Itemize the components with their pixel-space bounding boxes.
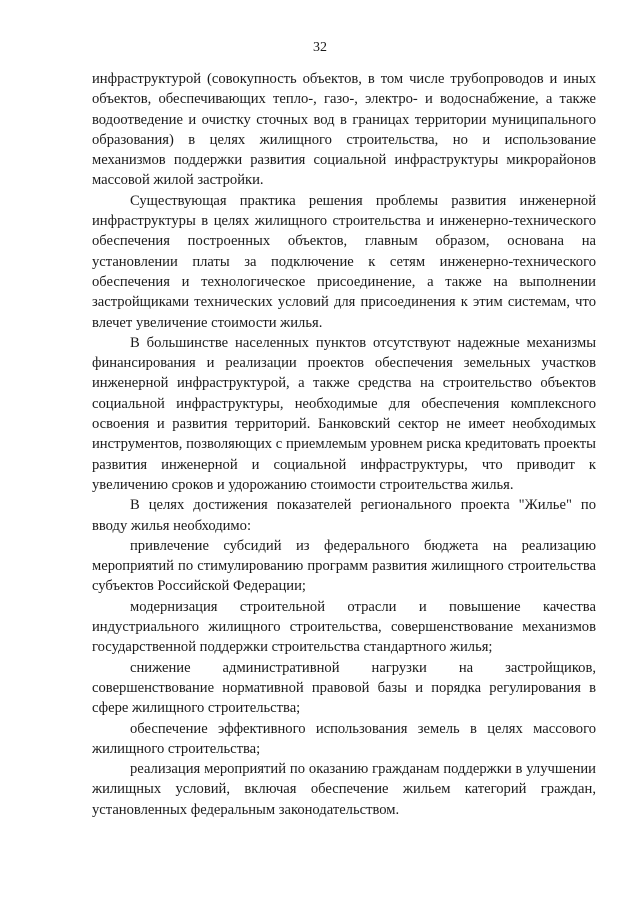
page-number: 32: [313, 40, 327, 55]
paragraph-financing-mechanisms: В большинстве населенных пунктов отсутствуют надежные механизмы финансирования и реализации проектов обеспечения земельных участков инженерной инфраструктурой, а также средства на строительство объектов социальной инфраструктуры, необходимые для обеспечения комплексного освоения и развития территорий. Банковский сектор не имеет необходимых инструментов, позволяющих с приемлемым уровнем риска кредитовать проекты развития инженерной и социальной инфраструктуры, что приводит к увеличению сроков и удорожанию стоимости строительства жилья.: [92, 334, 596, 493]
list-item-administrative-burden: снижение административной нагрузки на застройщиков, совершенствование нормативной правовой базы и порядка регулирования в сфере жилищного строительства;: [92, 659, 596, 717]
paragraph-regional-project-goals: В целях достижения показателей регионального проекта "Жилье" по вводу жилья необходимо:: [92, 497, 596, 534]
list-item-federal-subsidies: привлечение субсидий из федерального бюджета на реализацию мероприятий по стимулированию программ развития жилищного строительства субъектов Российской Федерации;: [92, 537, 596, 595]
list-item-modernization: модернизация строительной отрасли и повышение качества индустриального жилищного строительства, совершенствование механизмов государственной поддержки строительства стандартного жилья;: [92, 598, 596, 656]
list-item-housing-support: реализация мероприятий по оказанию гражданам поддержки в улучшении жилищных условий, включая обеспечение жильем категорий граждан, установленных федеральным законодательством.: [92, 761, 596, 818]
list-item-land-use: обеспечение эффективного использования земель в целях массового жилищного строительства;: [92, 720, 596, 757]
paragraph-existing-practice: Существующая практика решения проблемы развития инженерной инфраструктуры в целях жилищного строительства и инженерно-технического обеспечения построенных объектов, главным образом, основана на установлении платы за подключение к сетям инженерно-технического обеспечения и технологическое присоединение, а также на выполнении застройщиками технических условий для присоединения к этим системам, что влечет увеличение стоимости жилья.: [92, 192, 596, 331]
body-text: [92, 69, 596, 820]
paragraph-infrastructure-continuation: инфраструктурой (совокупность объектов, в том числе трубопроводов и иных объектов, обеспечивающих тепло-, газо-, электро- и водоснабжение, а также водоотведение и очистку сточных вод в границах территории муниципального образования) в целях жилищного строительства, но и использование механизмов поддержки развития социальной инфраструктуры микрорайонов массовой жилой застройки.: [92, 71, 596, 189]
